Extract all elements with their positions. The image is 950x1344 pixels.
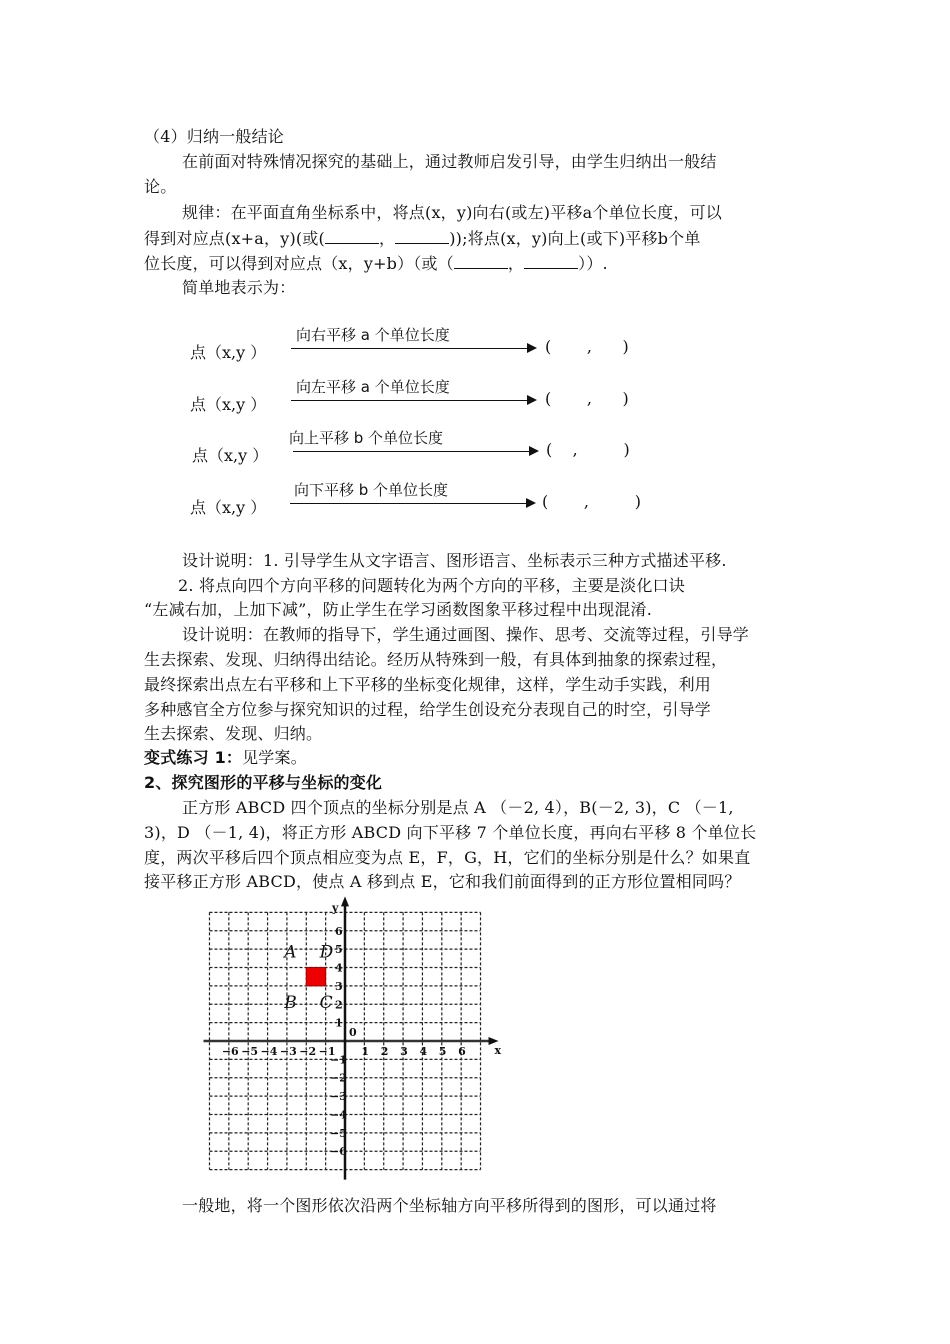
y-tick-label: 2 <box>335 998 343 1012</box>
design-note-3-line1: 设计说明：在教师的指导下，学生通过画图、操作、思考、交流等过程，引导学 <box>182 625 750 644</box>
rule-line2 <box>144 229 808 249</box>
rule-line2-text-c: ));将点(x，y)向上(或下)平移b个单 <box>449 229 701 248</box>
paragraph-intro-line2: 论。 <box>144 177 177 196</box>
design-note-2-line1: 2. 将点向四个方向平移的问题转化为两个方向的平移，主要是淡化口诀 <box>178 576 685 595</box>
arrow-label: 向上平移 b 个单位长度 <box>289 429 444 447</box>
arrow-row-up <box>190 427 670 467</box>
rule-line2-text-b: ， <box>378 229 396 248</box>
vertex-label-a: A <box>284 942 297 963</box>
x-tick-label: −3 <box>279 1045 297 1058</box>
vertex-label-c: C <box>319 992 333 1013</box>
rule-line3-text-a: 位长度，可以得到对应点（x，y+b）（或（ <box>144 254 454 273</box>
x-tick-label: 6 <box>458 1045 466 1058</box>
point-label: 点（x,y ） <box>192 446 269 465</box>
arrow-shaft <box>291 400 527 401</box>
exercise-label: 变式练习 1： <box>144 748 243 767</box>
vertex-label-d: D <box>319 942 334 963</box>
arrow-head-icon <box>526 498 536 508</box>
result-coordinates: ( , ) <box>545 389 629 408</box>
coordinate-grid-chart <box>196 896 506 1181</box>
y-tick-label: −5 <box>330 1126 347 1140</box>
arrow-shaft <box>291 348 527 349</box>
arrow-label: 向下平移 b 个单位长度 <box>294 481 449 499</box>
y-tick-label: 5 <box>335 943 343 957</box>
problem-line3: 度，两次平移后四个顶点相应变为点 E，F，G，H，它们的坐标分别是什么？如果直 <box>144 848 751 867</box>
y-tick-label: −2 <box>330 1071 347 1085</box>
rule-line1: 规律：在平面直角坐标系中，将点(x，y)向右(或左)平移a个单位长度，可以 <box>182 203 722 222</box>
problem-line2: 3)，D （－1, 4)，将正方形 ABCD 向下平移 7 个单位长度，再向右平移 8 个单位长 <box>144 823 757 842</box>
design-note-3-line3: 最终探索出点左右平移和上下平移的坐标变化规律，这样，学生动手实践，利用 <box>144 675 712 694</box>
x-tick-label: −1 <box>318 1045 336 1058</box>
arrow-row-left <box>190 376 670 416</box>
arrow-label: 向左平移 a 个单位长度 <box>296 378 450 396</box>
rule-line3-text-b: ， <box>507 254 525 273</box>
x-tick-label: −4 <box>260 1045 278 1058</box>
problem-line1: 正方形 ABCD 四个顶点的坐标分别是点 A （－2, 4），B(－2, 3)，C （－1, <box>182 798 734 817</box>
design-note-3-line5: 生去探索、发现、归纳。 <box>144 724 323 743</box>
y-tick-label: −3 <box>330 1090 347 1104</box>
simple-expression-label: 简单地表示为： <box>182 278 296 297</box>
x-tick-label: 3 <box>400 1045 408 1058</box>
exercise-text: 见学案。 <box>242 748 307 767</box>
x-tick-label: −5 <box>241 1045 259 1058</box>
problem-line4: 接平移正方形 ABCD，使点 A 移到点 E，它和我们前面得到的正方形位置相同吗？ <box>144 872 741 891</box>
arrow-head-icon <box>527 395 537 405</box>
blank-field <box>524 254 578 269</box>
square-abcd <box>306 968 325 986</box>
y-tick-label: −6 <box>330 1145 347 1159</box>
arrow-shaft <box>290 503 526 504</box>
x-tick-label: 5 <box>438 1045 447 1058</box>
closing-line: 一般地，将一个图形依次沿两个坐标轴方向平移所得到的图形，可以通过将 <box>182 1196 717 1215</box>
arrow-row-down <box>190 479 670 519</box>
x-tick-label: 2 <box>380 1045 389 1058</box>
point-label: 点（x,y ） <box>190 395 267 414</box>
design-note-2-line2: “左减右加，上加下减”，防止学生在学习函数图象平移过程中出现混淆. <box>144 600 653 619</box>
section-2-heading: 2、探究图形的平移与坐标的变化 <box>144 773 383 792</box>
x-tick-label: 1 <box>361 1045 370 1058</box>
vertex-label-b: B <box>284 992 297 1013</box>
blank-field <box>325 229 379 244</box>
y-tick-label: 4 <box>335 961 343 975</box>
x-axis-label: x <box>494 1044 502 1057</box>
exercise-line <box>144 748 808 768</box>
x-tick-label: −2 <box>299 1045 317 1058</box>
design-note-3-line4: 多种感官全方位参与探究知识的过程，给学生创设充分表现自己的时空，引导学 <box>144 700 712 719</box>
x-tick-label: 4 <box>419 1045 428 1058</box>
design-note-3-line2: 生去探索、发现、归纳得出结论。经历从特殊到一般，有具体到抽象的探索过程， <box>144 650 728 669</box>
arrow-row-right <box>190 324 670 364</box>
result-coordinates: ( , ) <box>545 337 629 356</box>
paragraph-intro-line1: 在前面对特殊情况探究的基础上，通过教师启发引导，由学生归纳出一般结 <box>182 152 717 171</box>
rule-line3-text-c: ））. <box>578 254 608 273</box>
y-tick-label: 6 <box>335 924 343 938</box>
blank-field <box>395 229 449 244</box>
y-tick-label: −4 <box>330 1108 347 1122</box>
rule-line3 <box>144 254 808 274</box>
rule-line2-text-a: 得到对应点(x+a，y)(或( <box>144 229 325 248</box>
point-label: 点（x,y ） <box>190 343 267 362</box>
y-tick-label: −1 <box>330 1053 347 1067</box>
arrow-label: 向右平移 a 个单位长度 <box>296 326 450 344</box>
origin-label: 0 <box>349 1026 357 1039</box>
design-note-1: 设计说明：1. 引导学生从文字语言、图形语言、坐标表示三种方式描述平移. <box>182 551 727 570</box>
y-axis-arrow-icon <box>341 896 349 906</box>
section-4-heading: （4）归纳一般结论 <box>144 127 284 146</box>
y-axis-label: y <box>332 901 339 915</box>
arrow-shaft <box>293 451 529 452</box>
result-coordinates: ( , ) <box>542 492 641 511</box>
y-tick-label: 1 <box>335 1016 343 1030</box>
arrow-head-icon <box>529 446 539 456</box>
blank-field <box>454 254 508 269</box>
point-label: 点（x,y ） <box>190 498 267 517</box>
result-coordinates: ( , ) <box>546 440 630 459</box>
arrow-head-icon <box>527 343 537 353</box>
y-tick-label: 3 <box>335 979 343 993</box>
x-tick-label: −6 <box>221 1045 239 1058</box>
